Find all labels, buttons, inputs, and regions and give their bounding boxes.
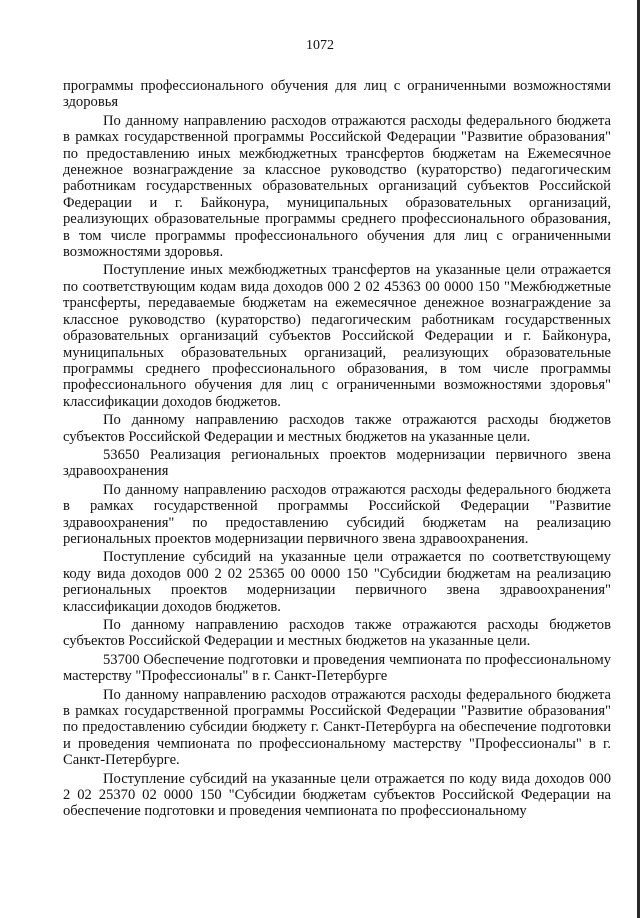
paragraph: Поступление иных межбюджетных трансфертов на указанные цели отражается по соответствующим кодам вида доходов 000 2 02 45363 00 0000 150 "Межбюджетные трансферты, передаваемые бюджетам на ежемесячное денежное вознаграждение за классное руководство (кураторство) педагогическим работникам государственных образовательных организаций субъектов Российской Федерации и г. Байконура, муниципальных образовательных организаций, реализующих образовательные программы среднего профессионального образования, в том числе программы профессионального обучения для лиц с ограниченными возможностями здоровья" классификации доходов бюджетов. <box>63 262 611 410</box>
paragraph: По данному направлению расходов отражаются расходы федерального бюджета в рамках государственной программы Российской Федерации "Развитие образования" по предоставлению субсидии бюджету г. Санкт-Петербурга на обеспечение подготовки и проведения чемпионата по профессиональному мастерству "Профессионалы" в г. Санкт-Петербурге. <box>63 686 611 769</box>
document-body <box>63 78 611 822</box>
paragraph: Поступление субсидий на указанные цели отражается по коду вида доходов 000 2 02 25370 02 0000 150 "Субсидии бюджетам субъектов Российской Федерации на обеспечение подготовки и проведения чемпионата по профессиональному <box>63 770 611 820</box>
paragraph-continuation: программы профессионального обучения для лиц с ограниченными возможностями здоровья <box>63 78 611 111</box>
paragraph: Поступление субсидий на указанные цели отражается по соответствующему коду вида доходов 000 2 02 25365 00 0000 150 "Субсидии бюджетам на реализацию региональных проектов модернизации первичного звена здравоохранения" классификации доходов бюджетов. <box>63 549 611 615</box>
page-number: 1072 <box>306 38 334 53</box>
paragraph: По данному направлению расходов отражаются расходы федерального бюджета в рамках государственной программы Российской Федерации "Развитие образования" по предоставлению иных межбюджетных трансфертов бюджетам на Ежемесячное денежное вознаграждение за классное руководство (кураторство) педагогическим работникам государственных образовательных организаций субъектов Российской Федерации и г. Байконура, муниципальных образовательных организаций, реализующих образовательные программы среднего профессионального образования, в том числе программы профессионального обучения для лиц с ограниченными возможностями здоровья. <box>63 112 611 261</box>
paragraph: По данному направлению расходов также отражаются расходы бюджетов субъектов Российской Федерации и местных бюджетов на указанные цели. <box>63 412 611 445</box>
paragraph: По данному направлению расходов отражаются расходы федерального бюджета в рамках государственной программы Российской Федерации "Развитие здравоохранения" по предоставлению субсидий бюджетам на реализацию региональных проектов модернизации первичного звена здравоохранения. <box>63 481 611 547</box>
section-heading-53650: 53650 Реализация региональных проектов модернизации первичного звена здравоохранения <box>63 446 611 480</box>
paragraph: По данному направлению расходов также отражаются расходы бюджетов субъектов Российской Федерации и местных бюджетов на указанные цели. <box>63 617 611 650</box>
section-heading-53700: 53700 Обеспечение подготовки и проведения чемпионата по профессиональному мастерству "Профессионалы" в г. Санкт-Петербурге <box>63 651 611 685</box>
